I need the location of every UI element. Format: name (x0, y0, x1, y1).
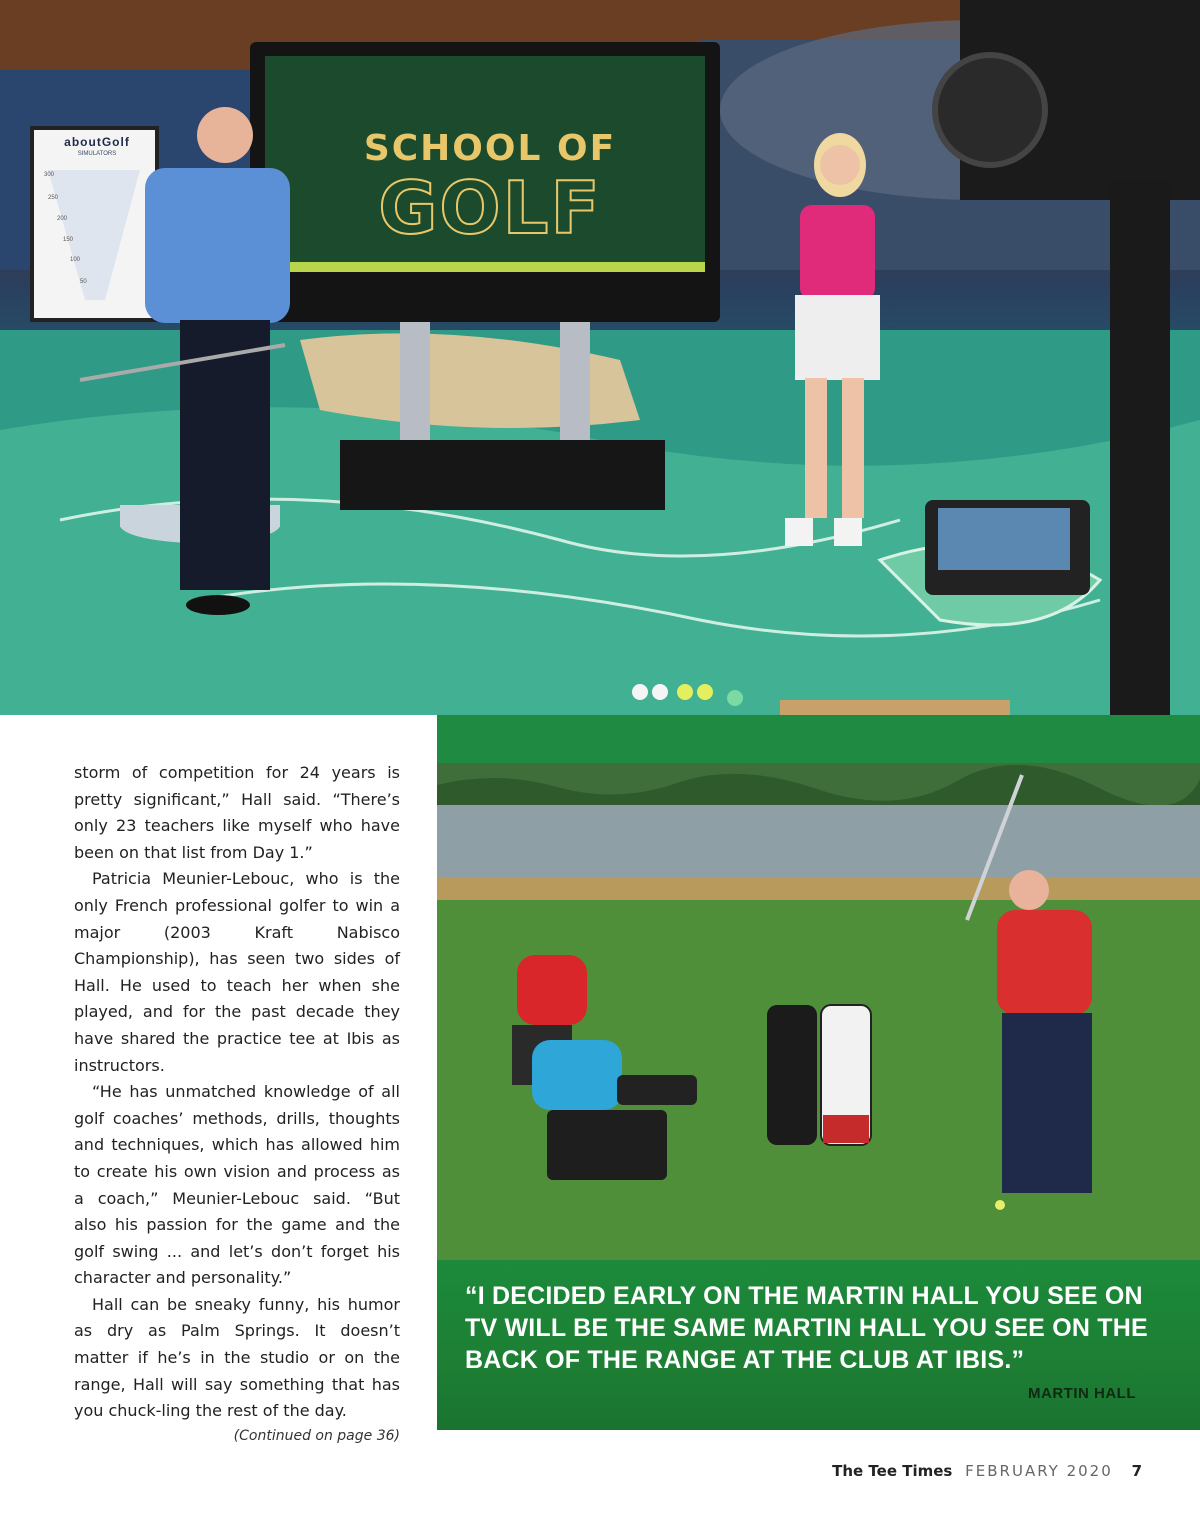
board-tick: 200 (57, 216, 68, 222)
article-paragraph: storm of competition for 24 years is pretty significant,” Hall said. “There’s only 23 teachers like myself who have been on that list from Day 1.” (74, 763, 400, 862)
page-number: 7 (1131, 1462, 1142, 1480)
article-paragraph: Patricia Meunier-Lebouc, who is the only French professional golfer to win a major (2003 Kraft Nabisco Championship), has seen two sides of Hall. He used to teach her when she played, and for the past decade they have shared the practice tee at Ibis as instructors. (74, 869, 400, 1075)
board-tick: 50 (80, 279, 87, 285)
article-column (74, 760, 400, 1425)
simulator-board-subtitle: SIMULATORS (77, 151, 117, 157)
board-tick: 300 (44, 172, 55, 178)
magazine-name: The Tee Times (832, 1462, 953, 1480)
board-tick: 100 (70, 257, 81, 263)
simulator-board-brand: aboutGolf (64, 135, 130, 149)
continued-note: (Continued on page 36) (233, 1428, 400, 1444)
issue-date: FEBRUARY 2020 (965, 1462, 1113, 1480)
article-paragraph: Hall can be sneaky funny, his humor as dry as Palm Springs. It doesn’t matter if he’s in the studio or on the range, Hall will say something that has you chuck-ling the rest of the day. (74, 1294, 400, 1421)
screen-title-line2: GOLF (378, 166, 602, 250)
article-paragraph: “He has unmatched knowledge of all golf coaches’ methods, drills, thoughts and techniques, which has allowed him to create his own vision and process as a coach,” Meunier-Lebouc said. “But also his passion for the game and the golf swing ... and let’s don’t forget his character and personality.” (74, 1082, 400, 1288)
pull-quote-box (437, 1260, 1200, 1430)
studio-photo (0, 0, 1200, 715)
range-scene (437, 715, 1200, 1260)
board-tick: 250 (48, 195, 59, 201)
studio-scene (0, 0, 1200, 715)
range-photo (437, 715, 1200, 1260)
screen-title-line1: SCHOOL OF (363, 128, 617, 169)
board-tick: 150 (63, 237, 74, 243)
pull-quote-text: “I DECIDED EARLY ON THE MARTIN HALL YOU SEE ON TV WILL BE THE SAME MARTIN HALL YOU SEE ON THE BACK OF THE RANGE AT THE CLUB AT IBIS.” (465, 1282, 1148, 1374)
pull-quote-attribution: MARTIN HALL (1028, 1385, 1136, 1402)
monitor-screen-title (300, 128, 680, 250)
page-footer (832, 1462, 1142, 1480)
